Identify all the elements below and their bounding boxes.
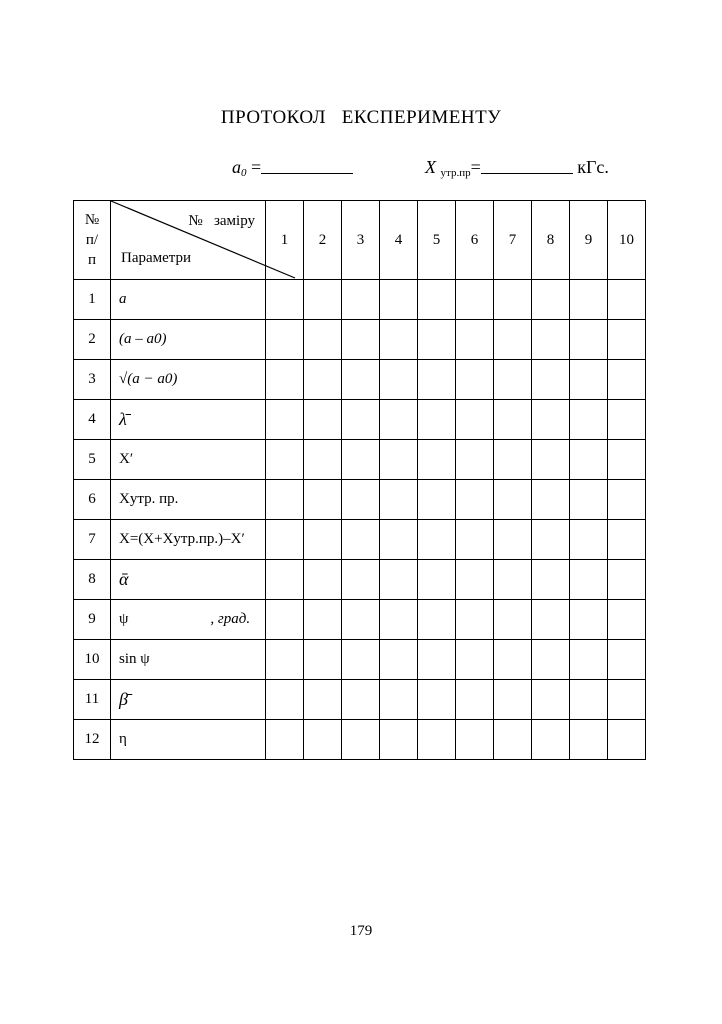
measurement-cell[interactable] (532, 680, 570, 720)
measure-number-label: № заміру (188, 213, 255, 229)
measurement-cell[interactable] (304, 480, 342, 520)
measurement-cell[interactable] (304, 400, 342, 440)
measurement-cell[interactable] (532, 440, 570, 480)
a0-subscript: 0 (241, 167, 247, 179)
column-header: 3 (342, 201, 380, 280)
table-row (74, 600, 646, 640)
measurement-cell[interactable] (532, 360, 570, 400)
protocol-table (73, 200, 646, 760)
measurement-cell[interactable] (532, 560, 570, 600)
measurement-cell[interactable] (380, 560, 418, 600)
column-header: 8 (532, 201, 570, 280)
measurement-cell[interactable] (304, 680, 342, 720)
measurement-cell[interactable] (532, 520, 570, 560)
row-number: 9 (74, 600, 111, 640)
measurement-cell[interactable] (608, 560, 646, 600)
column-header: 1 (266, 201, 304, 280)
table-header-row (74, 201, 646, 280)
row-number: 7 (74, 520, 111, 560)
row-parameter (111, 360, 266, 400)
measurement-cell[interactable] (380, 680, 418, 720)
measurement-cell[interactable] (304, 720, 342, 760)
measurement-cell[interactable] (532, 480, 570, 520)
a0-equals: = (246, 157, 262, 177)
table-row (74, 480, 646, 520)
measurement-cell[interactable] (304, 360, 342, 400)
measurement-cell[interactable] (380, 600, 418, 640)
measurement-cell[interactable] (266, 680, 304, 720)
measurement-cell[interactable] (456, 400, 494, 440)
measurement-cell[interactable] (380, 280, 418, 320)
measurement-cell[interactable] (494, 400, 532, 440)
measurement-cell[interactable] (570, 640, 608, 680)
measurement-cell[interactable] (342, 440, 380, 480)
measurement-cell[interactable] (608, 320, 646, 360)
row-parameter (111, 400, 266, 440)
column-header: 9 (570, 201, 608, 280)
measurement-cell[interactable] (608, 360, 646, 400)
measurement-cell[interactable] (456, 360, 494, 400)
row-parameter (111, 560, 266, 600)
table-row (74, 520, 646, 560)
row-parameter (111, 440, 266, 480)
measurement-cell[interactable] (266, 480, 304, 520)
measurement-cell[interactable] (570, 400, 608, 440)
measurement-cell[interactable] (456, 560, 494, 600)
measurement-cell[interactable] (418, 560, 456, 600)
column-header: 10 (608, 201, 646, 280)
measurement-cell[interactable] (380, 480, 418, 520)
measurement-cell[interactable] (380, 320, 418, 360)
parameter-text: (a – a0) (119, 331, 167, 347)
measurement-cell[interactable] (570, 560, 608, 600)
table-row (74, 720, 646, 760)
measurement-cell[interactable] (608, 480, 646, 520)
header-np-line-3: п (87, 252, 97, 268)
measurement-cell[interactable] (570, 720, 608, 760)
measurement-cell[interactable] (608, 720, 646, 760)
measurement-cell[interactable] (456, 600, 494, 640)
measurement-cell[interactable] (342, 640, 380, 680)
x-formula (425, 157, 609, 179)
row-number: 4 (74, 400, 111, 440)
measurement-cell[interactable] (608, 280, 646, 320)
measurement-cell[interactable] (494, 600, 532, 640)
measurement-cell[interactable] (380, 520, 418, 560)
x-blank-line[interactable] (481, 159, 573, 174)
measurement-cell[interactable] (342, 600, 380, 640)
measurement-cell[interactable] (608, 640, 646, 680)
parameter-text: η (119, 731, 127, 747)
measurement-cell[interactable] (608, 680, 646, 720)
measurement-cell[interactable] (494, 480, 532, 520)
measurement-cell[interactable] (570, 520, 608, 560)
row-parameter (111, 320, 266, 360)
measurement-cell[interactable] (418, 280, 456, 320)
table-row (74, 320, 646, 360)
table-row (74, 440, 646, 480)
measurement-cell[interactable] (342, 280, 380, 320)
measurement-cell[interactable] (380, 640, 418, 680)
row-number: 8 (74, 560, 111, 600)
measurement-cell[interactable] (532, 320, 570, 360)
measurement-cell[interactable] (266, 280, 304, 320)
row-number: 6 (74, 480, 111, 520)
measurement-cell[interactable] (418, 680, 456, 720)
a0-symbol: a (232, 157, 241, 177)
measurement-cell[interactable] (380, 400, 418, 440)
parameter-text: X′ (119, 451, 134, 467)
measurement-cell[interactable] (342, 560, 380, 600)
table-row (74, 280, 646, 320)
parameter-unit: , град. (210, 611, 251, 627)
measurement-cell[interactable] (456, 640, 494, 680)
measurement-cell[interactable] (418, 600, 456, 640)
measurement-cell[interactable] (570, 480, 608, 520)
measurement-cell[interactable] (532, 720, 570, 760)
row-parameter (111, 480, 266, 520)
table-row (74, 560, 646, 600)
measurement-cell[interactable] (266, 600, 304, 640)
parameter-text: X=(X+Xутр.пр.)–X′ (119, 531, 245, 547)
parameter-text: ψ (119, 611, 129, 627)
row-number: 2 (74, 320, 111, 360)
row-number: 3 (74, 360, 111, 400)
measurement-cell[interactable] (304, 440, 342, 480)
table-row (74, 360, 646, 400)
measurement-cell[interactable] (304, 560, 342, 600)
measurement-cell[interactable] (570, 360, 608, 400)
measurement-cell[interactable] (494, 440, 532, 480)
measurement-cell[interactable] (570, 320, 608, 360)
measurement-cell[interactable] (456, 720, 494, 760)
parameter-text: β̄ (119, 689, 128, 709)
row-number: 10 (74, 640, 111, 680)
measurement-cell[interactable] (380, 440, 418, 480)
measurement-cell[interactable] (304, 520, 342, 560)
row-parameter (111, 640, 266, 680)
measurement-cell[interactable] (342, 720, 380, 760)
measurement-cell[interactable] (266, 320, 304, 360)
measurement-cell[interactable] (266, 400, 304, 440)
row-parameter (111, 280, 266, 320)
measurement-cell[interactable] (266, 560, 304, 600)
measurement-cell[interactable] (494, 320, 532, 360)
measurement-cell[interactable] (608, 440, 646, 480)
measurement-cell[interactable] (532, 400, 570, 440)
measurement-cell[interactable] (570, 600, 608, 640)
measurement-cell[interactable] (266, 640, 304, 680)
measurement-cell[interactable] (418, 440, 456, 480)
measurement-cell[interactable] (494, 680, 532, 720)
measurement-cell[interactable] (266, 720, 304, 760)
column-header: 2 (304, 201, 342, 280)
parameter-text: √(a − a0) (119, 371, 178, 387)
measurement-cell[interactable] (266, 440, 304, 480)
x-equals: = (470, 157, 481, 177)
measurement-cell[interactable] (494, 360, 532, 400)
measurement-cell[interactable] (494, 720, 532, 760)
measurement-cell[interactable] (494, 640, 532, 680)
measurement-cell[interactable] (418, 640, 456, 680)
measurement-cell[interactable] (380, 720, 418, 760)
measurement-cell[interactable] (342, 520, 380, 560)
row-parameter (111, 600, 266, 640)
measurement-cell[interactable] (342, 320, 380, 360)
measurement-cell[interactable] (608, 400, 646, 440)
measurement-cell[interactable] (304, 320, 342, 360)
measurement-cell[interactable] (570, 440, 608, 480)
row-parameter (111, 680, 266, 720)
parameter-text: λ̄ (119, 409, 127, 429)
measurement-cell[interactable] (418, 720, 456, 760)
x-symbol: X (425, 157, 436, 177)
measurement-cell[interactable] (532, 600, 570, 640)
column-header: 7 (494, 201, 532, 280)
parameters-label: Параметри (121, 250, 192, 266)
header-np-line-1: № (84, 212, 100, 228)
header-diagonal-cell (111, 201, 266, 280)
measurement-cell[interactable] (532, 640, 570, 680)
page-number: 179 (349, 923, 373, 939)
measurement-cell[interactable] (456, 480, 494, 520)
measurement-cell[interactable] (266, 360, 304, 400)
measurement-cell[interactable] (266, 520, 304, 560)
parameter-text: sin ψ (119, 651, 150, 667)
measurement-cell[interactable] (418, 360, 456, 400)
row-number: 12 (74, 720, 111, 760)
measurement-cell[interactable] (570, 680, 608, 720)
page-title: ПРОТОКОЛ ЕКСПЕРИМЕНТУ (220, 107, 502, 128)
column-header: 6 (456, 201, 494, 280)
measurement-cell[interactable] (570, 280, 608, 320)
x-subscript: утр.пр (440, 167, 471, 179)
measurement-cell[interactable] (342, 480, 380, 520)
header-number-cell (74, 201, 111, 280)
table-row (74, 680, 646, 720)
x-unit: кГс. (577, 157, 609, 177)
measurement-cell[interactable] (342, 400, 380, 440)
measurement-cell[interactable] (456, 520, 494, 560)
table-row (74, 640, 646, 680)
column-header: 5 (418, 201, 456, 280)
measurement-cell[interactable] (456, 320, 494, 360)
header-np-line-2: п/ (85, 232, 99, 248)
measurement-cell[interactable] (304, 600, 342, 640)
measurement-cell[interactable] (456, 680, 494, 720)
row-parameter (111, 520, 266, 560)
a0-formula (232, 157, 353, 179)
row-number: 5 (74, 440, 111, 480)
parameter-text: ᾱ (119, 569, 129, 589)
measurement-cell[interactable] (418, 320, 456, 360)
measurement-cell[interactable] (608, 600, 646, 640)
measurement-cell[interactable] (342, 680, 380, 720)
measurement-cell[interactable] (532, 280, 570, 320)
measurement-cell[interactable] (418, 480, 456, 520)
measurement-cell[interactable] (456, 280, 494, 320)
measurement-cell[interactable] (342, 360, 380, 400)
measurement-cell[interactable] (380, 360, 418, 400)
measurement-cell[interactable] (494, 520, 532, 560)
measurement-cell[interactable] (418, 400, 456, 440)
measurement-cell[interactable] (456, 440, 494, 480)
parameter-text: Xутр. пр. (119, 491, 179, 507)
measurement-cell[interactable] (304, 280, 342, 320)
measurement-cell[interactable] (494, 560, 532, 600)
measurement-cell[interactable] (608, 520, 646, 560)
table-row (74, 400, 646, 440)
parameter-text: a (119, 291, 127, 307)
a0-blank-line[interactable] (261, 159, 353, 174)
row-number: 1 (74, 280, 111, 320)
column-header: 4 (380, 201, 418, 280)
measurement-cell[interactable] (418, 520, 456, 560)
row-number: 11 (74, 680, 111, 720)
measurement-cell[interactable] (494, 280, 532, 320)
measurement-cell[interactable] (304, 640, 342, 680)
row-parameter (111, 720, 266, 760)
